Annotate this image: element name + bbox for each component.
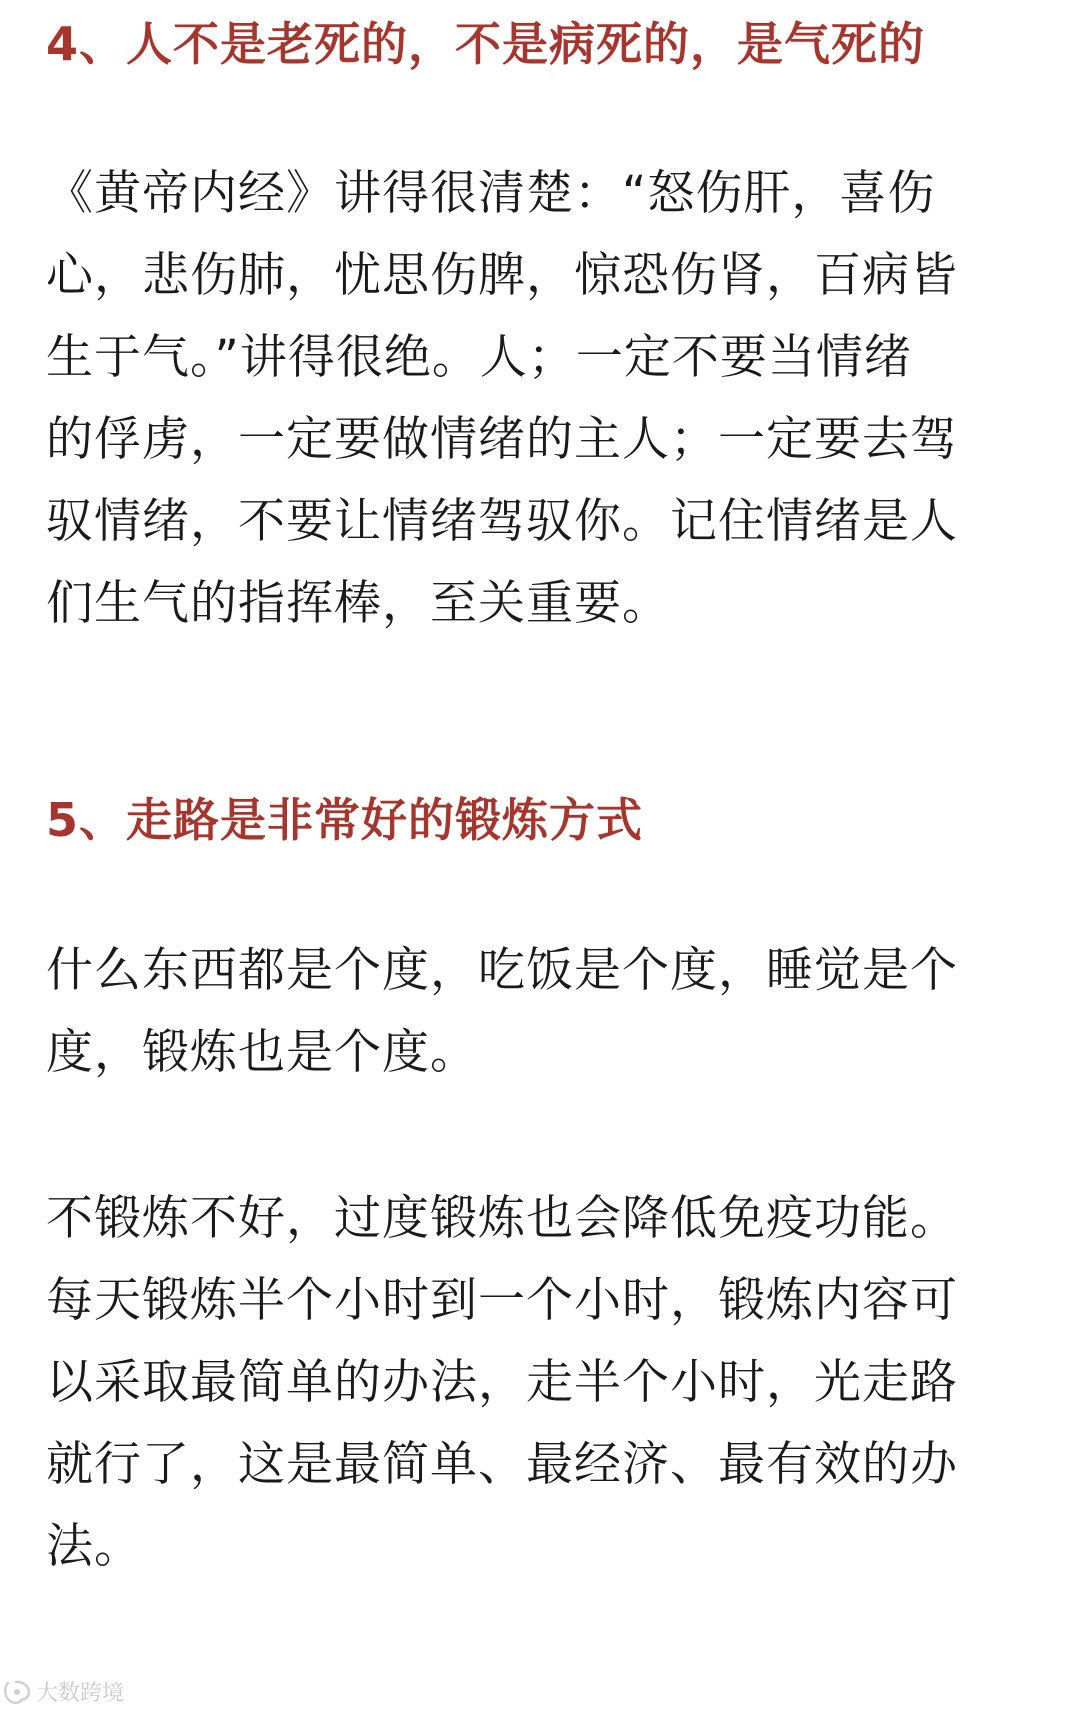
paragraph-line: 的俘虏，一定要做情绪的主人；一定要去驾 bbox=[46, 412, 958, 467]
paragraph-line: 心，悲伤肺，忧思伤脾，惊恐伤肾，百病皆 bbox=[46, 248, 958, 303]
paragraph-line: 驭情绪，不要让情绪驾驭你。记住情绪是人 bbox=[46, 494, 958, 549]
paragraph-line: 每天锻炼半个小时到一个小时，锻炼内容可 bbox=[46, 1273, 958, 1328]
paragraph-line: 《黄帝内经》讲得很清楚：“怒伤肝，喜伤 bbox=[46, 166, 936, 221]
paragraph-line: 们生气的指挥棒，至关重要。 bbox=[46, 576, 670, 631]
watermark-text: 大数跨境 bbox=[36, 1681, 125, 1706]
paragraph-line: 不锻炼不好，过度锻炼也会降低免疫功能。 bbox=[46, 1191, 958, 1246]
watermark bbox=[2, 1676, 124, 1707]
section-5-heading: 5、走路是非常好的锻炼方式 bbox=[46, 793, 644, 847]
section-4-heading: 4、人不是老死的，不是病死的，是气死的 bbox=[46, 17, 926, 71]
paragraph-line: 度，锻炼也是个度。 bbox=[46, 1025, 478, 1080]
paragraph-line: 生于气。”讲得很绝。人；一定不要当情绪 bbox=[46, 330, 912, 385]
section-5-paragraph-2 bbox=[46, 1178, 1036, 1588]
section-5-paragraph-1 bbox=[46, 930, 1036, 1094]
paragraph-line: 什么东西都是个度，吃饭是个度，睡觉是个 bbox=[46, 943, 958, 998]
paragraph-line: 以采取最简单的办法，走半个小时，光走路 bbox=[46, 1355, 958, 1410]
paragraph-line: 法。 bbox=[46, 1519, 142, 1574]
paragraph-line: 就行了，这是最简单、最经济、最有效的办 bbox=[46, 1437, 958, 1492]
section-4-paragraph bbox=[46, 153, 1036, 645]
watermark-logo-icon bbox=[2, 1679, 32, 1705]
